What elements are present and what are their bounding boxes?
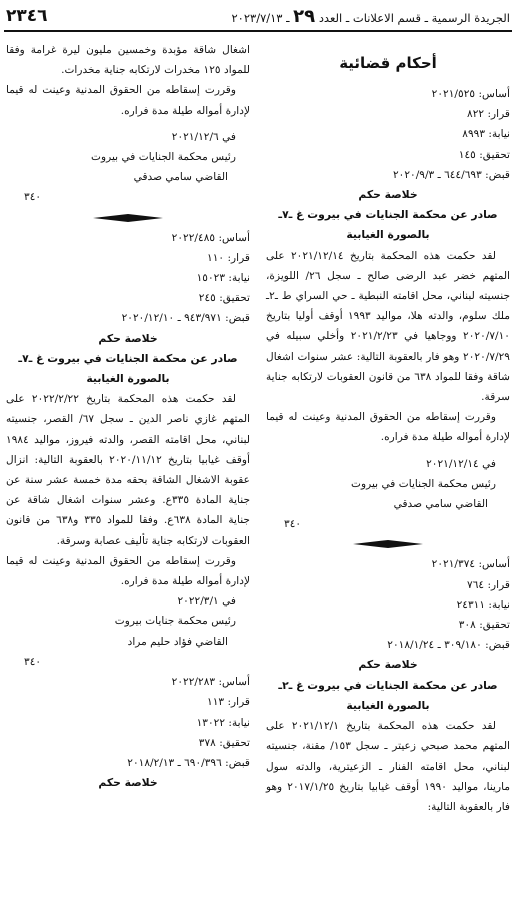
mode-heading: بالصورة الغيابية	[346, 698, 430, 712]
field-niyaba: نيابة: ٢٤٣١١	[456, 598, 510, 611]
signer-title: رئيس محكمة الجنايات في بيروت	[91, 151, 236, 164]
field-tahqiq: تحقيق: ١٤٥	[458, 148, 510, 161]
section-divider	[6, 208, 250, 228]
signer-title: رئيس محكمة جنايات بيروت	[114, 615, 236, 628]
field-qabd: قبض: ٦٤٤/٦٩٣ ـ ٢٠٢٠/٩/٣	[392, 168, 510, 181]
left-column	[6, 40, 250, 793]
signer-title: رئيس محكمة الجنايات في بيروت	[351, 477, 496, 490]
field-qarar: قرار: ٧٦٤	[467, 578, 510, 591]
field-qabd: قبض: ٩٤٣/٩٧١ ـ ٢٠٢٠/١٢/١٠	[121, 312, 250, 325]
mode-heading: بالصورة الغيابية	[346, 228, 430, 242]
judgment-summary-heading: خلاصة حكم	[98, 776, 158, 790]
field-niyaba: نيابة: ١٥٠٢٣	[196, 272, 250, 285]
section-title: أحكام قضائية	[339, 54, 437, 72]
continued-judgment-civil: وقررت إسقاطه من الحقوق المدنية وعينت له قيما لإدارة أمواله طيلة مدة فراره.	[6, 84, 250, 117]
judgment-body: لقد حكمت هذه المحكمة بتاريخ ٢٠٢١/١٢/١ على المتهم محمد صبحي زعيتر ـ سجل ١٥٣/ مقنة، جنسيته لبناني، محل اقامته الفنار ـ الزعيترية، والدته سول مارينا، مواليد ١٩٩٠ أوقف غيابيا بتاريخ ٢٠١٧/١/٢٥ وهو فار بالعقوبة التالية:	[266, 720, 510, 813]
field-tahqiq: تحقيق: ٣٧٨	[198, 736, 250, 749]
section-divider	[266, 534, 510, 554]
right-column	[266, 40, 510, 817]
header-rule	[4, 30, 512, 32]
judgment-summary-heading: خلاصة حكم	[358, 188, 418, 202]
judgment-summary-heading: خلاصة حكم	[358, 658, 418, 672]
gazette-header-text	[231, 6, 510, 27]
case-fields	[266, 554, 510, 655]
field-asas: أساس: ٢٠٢٢/٢٨٣	[171, 676, 250, 689]
judgment-date: في ٢٠٢١/١٢/١٤	[426, 457, 496, 470]
signer-name: القاضي سامي صدقي	[133, 171, 228, 184]
field-qabd: قبض: ٣٠٩/١٨٠ ـ ٢٠١٨/١/٢٤	[387, 639, 510, 652]
notice-number: ٣٤٠	[284, 518, 302, 531]
page-number: ٢٣٤٦	[6, 6, 48, 26]
judgment-body: لقد حكمت هذه المحكمة بتاريخ ٢٠٢١/١٢/١٤ على المتهم خضر عبد الرضى صالح ـ سجل ٢٦/ اللويزة، جنسيته لبناني، محل اقامته النبطية ـ حي السراي ط ـ٢ـ ملك سلوم، والدته هلا، مواليد ١٩٩٣ أوقف أوليا بتاريخ ٢٠٢٠/٧/١٠ ووجاهيا في ٢٠٢١/٢/٢٣ وأخلي سبيله في ٢٠٢٠/٧/٢٩ وهو فار بالعقوبة التالية: عشر سنوات اشغال شاقة وفقا للمواد ٦٣٨ من قانون العقوبات لارتكابه جناية سرقة.	[266, 249, 510, 404]
field-niyaba: نيابة: ٨٩٩٣	[462, 128, 510, 141]
case-fields	[266, 84, 510, 185]
field-qarar: قرار: ١١٣	[207, 696, 250, 709]
field-asas: أساس: ٢٠٢١/٣٧٤	[431, 558, 510, 571]
field-asas: أساس: ٢٠٢١/٥٢٥	[431, 88, 510, 100]
judgment-body: لقد حكمت هذه المحكمة بتاريخ ٢٠٢٢/٢/٢٢ على المتهم غازي ناصر الدين ـ سجل ٦٧/ القصر، جنسيته لبناني، محل اقامته القصر، والدته فيروز، مواليد ١٩٨٤ أوقف غيابيا بتاريخ ٢٠٢٠/١١/١٢ بالعقوبة التالية: انزال عقوبة الاشغال الشاقة بحقه مدة خمسة عشر سنة عن جناية المادة ٣٣٥ع. وعشر سنوات اشغال شاقة عن جناية المادة ٦٣٨ع. وفقا للمواد ٣٣٥ و٦٣٨ من قانون العقوبات لارتكابه جناية تأليف عصابة وسرقة.	[6, 393, 250, 547]
field-qabd: قبض: ٦٩٠/٣٩٦ ـ ٢٠١٨/٢/١٣	[127, 756, 250, 769]
judgment-body-civil: وقررت إسقاطه من الحقوق المدنية وعينت له قيما لإدارة أمواله طيلة مدة فراره.	[266, 411, 510, 444]
judgment-summary-heading: خلاصة حكم	[98, 331, 158, 345]
page-header	[6, 4, 510, 28]
case-fields	[6, 228, 250, 329]
notice-number: ٣٤٠	[24, 655, 42, 668]
gazette-name: الجريدة الرسمية ـ قسم الاعلانات ـ العدد	[318, 10, 510, 25]
court-heading: صادر عن محكمة الجنايات في بيروت غ ـ٧ـ	[18, 351, 238, 365]
case-fields	[6, 672, 250, 773]
continued-judgment-body: اشغال شاقة مؤبدة وخمسين مليون ليرة غرامة وفقا للمواد ١٢٥ مخدرات لارتكابه جناية مخدرات.	[6, 44, 250, 77]
field-tahqiq: تحقيق: ٣٠٨	[458, 619, 510, 632]
court-heading: صادر عن محكمة الجنايات في بيروت غ ـ٧ـ	[278, 208, 498, 222]
mode-heading: بالصورة الغيابية	[86, 372, 170, 386]
notice-number: ٣٤٠	[24, 191, 42, 204]
field-qarar: قرار: ٨٢٢	[467, 108, 510, 121]
field-niyaba: نيابة: ١٣٠٢٢	[196, 716, 250, 729]
judgment-date: في ٢٠٢٢/٣/١	[177, 595, 236, 608]
judgment-body-civil: وقررت إسقاطه من الحقوق المدنية وعينت له قيما لإدارة أمواله طيلة مدة فراره.	[6, 554, 250, 588]
field-tahqiq: تحقيق: ٢٤٥	[198, 292, 250, 305]
field-qarar: قرار: ١١٠	[207, 251, 250, 264]
signer-name: القاضي فؤاد حليم مراد	[127, 635, 228, 648]
judgment-date: في ٢٠٢١/١٢/٦	[171, 130, 236, 143]
signer-name: القاضي سامي صدقي	[393, 498, 488, 511]
issue-date: ـ ٢٠٢٣/٧/١٣	[231, 10, 290, 25]
issue-number: ٢٩	[293, 5, 316, 27]
court-heading: صادر عن محكمة الجنايات في بيروت غ ـ٢ـ	[278, 678, 498, 692]
field-asas: أساس: ٢٠٢٢/٤٨٥	[171, 231, 250, 244]
